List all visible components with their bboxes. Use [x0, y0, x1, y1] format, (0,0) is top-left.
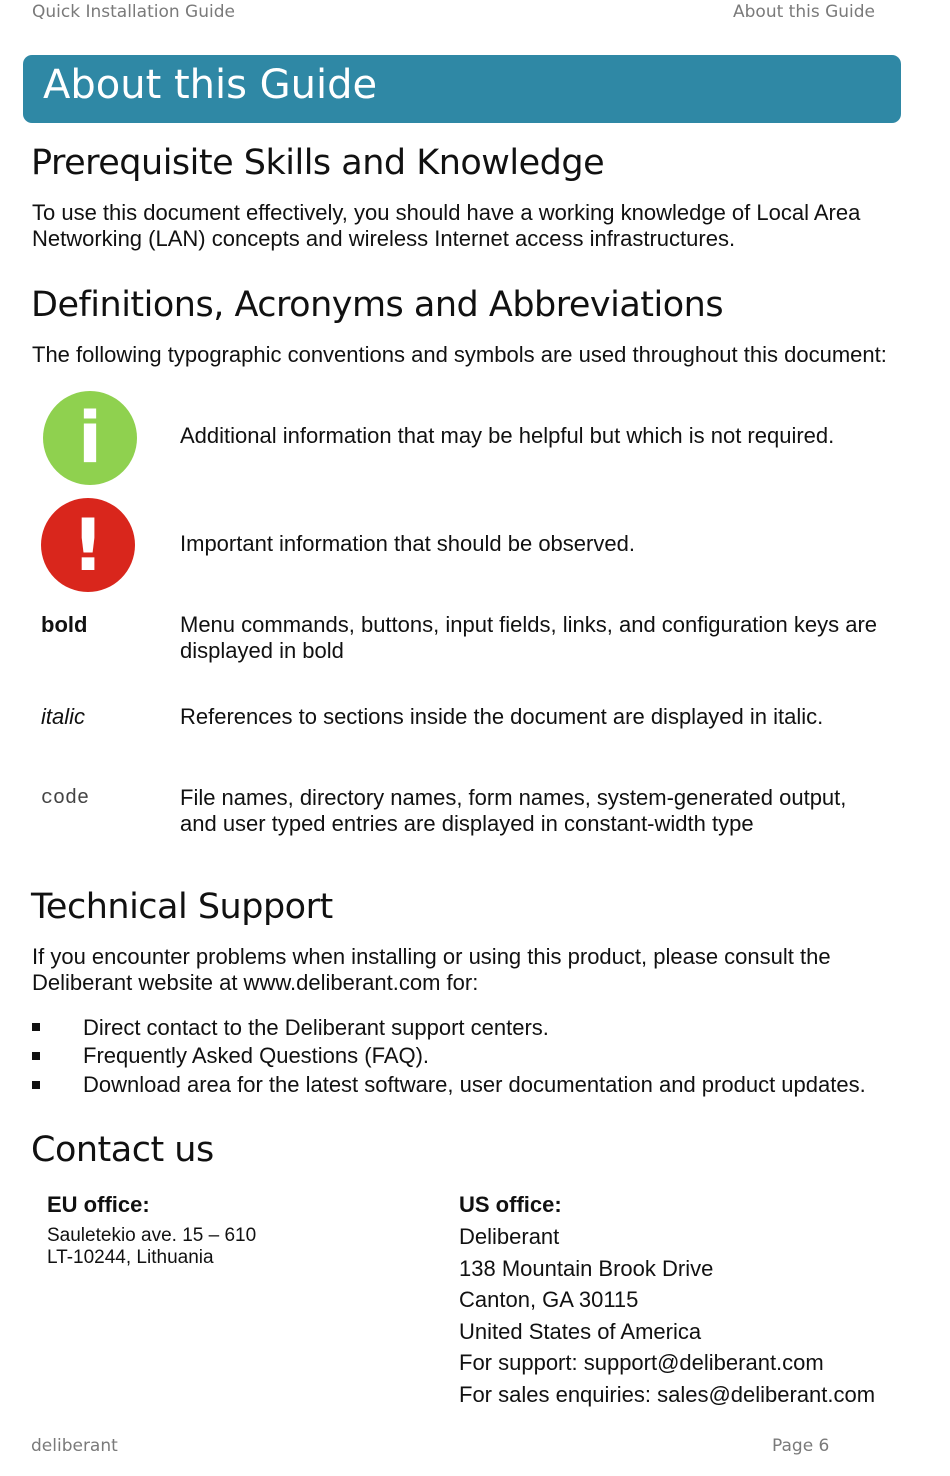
us-office-title: US office: — [459, 1192, 562, 1217]
info-icon-glyph: i — [78, 397, 102, 479]
eu-office-title: EU office: — [47, 1192, 150, 1217]
us-office-line-4: United States of America — [459, 1319, 702, 1344]
page-number: Page 6 — [772, 1436, 830, 1456]
us-office-line-2: 138 Mountain Brook Drive — [459, 1256, 714, 1281]
us-office-line-3: Canton, GA 30115 — [459, 1287, 639, 1312]
warning-icon-glyph: ! — [71, 503, 105, 587]
running-header-section: About this Guide — [733, 2, 876, 22]
bullet-marker — [32, 1081, 40, 1089]
italic-description: References to sections inside the document are displayed in italic. — [180, 704, 824, 729]
code-description-line-1: File names, directory names, form names, system-generated output, — [180, 785, 847, 810]
page-title: About this Guide — [43, 62, 378, 108]
us-office-line-1: Deliberant — [459, 1224, 560, 1249]
info-description: Additional information that may be helpful but which is not required. — [180, 423, 835, 448]
prerequisites-heading: Prerequisite Skills and Knowledge — [31, 143, 605, 183]
support-line-1: If you encounter problems when installing or using this product, please consult the — [32, 944, 831, 969]
footer-brand: deliberant — [31, 1436, 118, 1456]
us-office-sales-email: For sales enquiries: sales@deliberant.com — [459, 1382, 876, 1407]
warning-description: Important information that should be observed. — [180, 531, 635, 556]
support-heading: Technical Support — [31, 887, 333, 927]
bold-description-line-2: displayed in bold — [180, 638, 344, 663]
list-item: Direct contact to the Deliberant support centers. — [83, 1015, 549, 1040]
list-item: Download area for the latest software, user documentation and product updates. — [83, 1072, 866, 1097]
support-line-2: Deliberant website at www.deliberant.com for: — [32, 970, 479, 995]
code-term: code — [41, 787, 90, 810]
bullet-marker — [32, 1052, 40, 1060]
prerequisites-line-1: To use this document effectively, you should have a working knowledge of Local Area — [32, 200, 861, 225]
definitions-intro: The following typographic conventions and symbols are used throughout this document: — [32, 342, 887, 367]
italic-term: italic — [41, 704, 86, 729]
eu-office-line-2: LT-10244, Lithuania — [47, 1247, 214, 1268]
eu-office-line-1: Sauletekio ave. 15 – 610 — [47, 1225, 257, 1246]
contact-heading: Contact us — [31, 1130, 214, 1170]
bullet-marker — [32, 1023, 40, 1031]
bold-term: bold — [41, 612, 88, 637]
warning-icon — [41, 498, 135, 592]
prerequisites-line-2: Networking (LAN) concepts and wireless Internet access infrastructures. — [32, 226, 736, 251]
running-header-title: Quick Installation Guide — [32, 2, 235, 22]
us-office-support-email: For support: support@deliberant.com — [459, 1350, 824, 1375]
list-item: Frequently Asked Questions (FAQ). — [83, 1043, 430, 1068]
info-icon — [43, 391, 137, 485]
bold-description-line-1: Menu commands, buttons, input fields, links, and configuration keys are — [180, 612, 878, 637]
code-description-line-2: and user typed entries are displayed in constant-width type — [180, 811, 754, 836]
definitions-heading: Definitions, Acronyms and Abbreviations — [31, 285, 724, 325]
